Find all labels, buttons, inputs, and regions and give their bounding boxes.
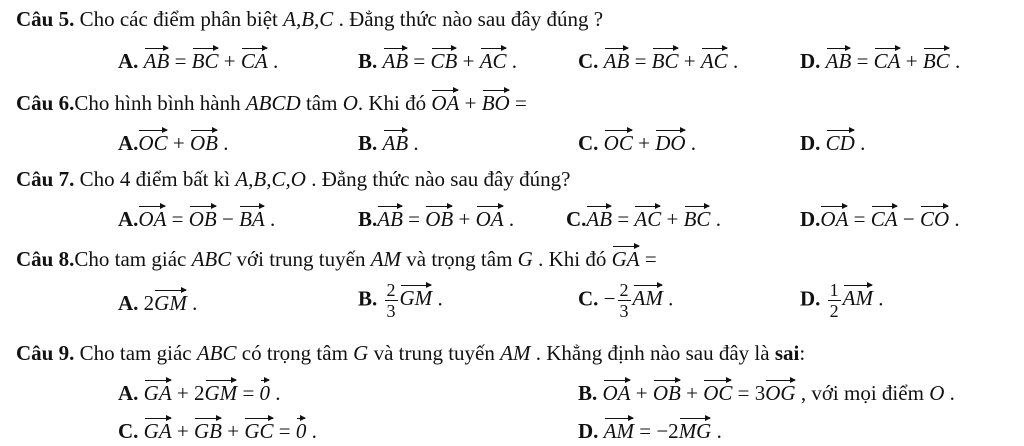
q9-option-a: A. GA + 2GM = 0 .	[118, 378, 281, 406]
question-5-label: Câu 5.	[16, 7, 75, 31]
q6-option-a-label: A.	[118, 131, 139, 155]
q8-option-d-label: D.	[800, 286, 821, 311]
q6-option-d: D. CD .	[800, 128, 865, 156]
q7-option-d: D.OA = CA − CO .	[800, 204, 960, 232]
q7-option-b: B.AB = OB + OA .	[358, 204, 514, 232]
q5-option-d-label: D.	[800, 49, 821, 73]
q8-option-c: C. − $\frac{2}{3}$ AM .	[578, 280, 674, 321]
question-7-label: Câu 7.	[16, 167, 75, 191]
q8-option-d: D. $\frac{1}{2}$ AM .	[800, 280, 884, 321]
q9-option-b: B. OA + OB + OC = 3OG , với mọi điểm O .	[578, 378, 955, 406]
q7-option-c-label: C.	[566, 207, 587, 231]
q5-option-b-label: B.	[358, 49, 378, 73]
question-8-label: Câu 8.	[16, 247, 75, 271]
question-6-label: Câu 6.	[16, 91, 75, 115]
q5-option-d: D. AB = CA + BC .	[800, 46, 960, 74]
q6-option-c: C. OC + DO .	[578, 128, 696, 156]
q6-option-b-label: B.	[358, 131, 378, 155]
q7-option-b-label: B.	[358, 207, 378, 231]
q5-option-a-label: A.	[118, 49, 139, 73]
q9-option-d: D. AM = −2MG .	[578, 416, 722, 444]
q8-option-a: A. 2GM .	[118, 288, 197, 316]
q6-option-c-label: C.	[578, 131, 599, 155]
q8-option-b-label: B.	[358, 286, 378, 311]
q5-option-c: C. AB = BC + AC .	[578, 46, 738, 74]
q7-option-c: C.AB = AC + BC .	[566, 204, 721, 232]
q9-option-a-label: A.	[118, 381, 139, 405]
question-8-text: Cho tam giác ABC với trung tuyến AM và trọng tâm G . Khi đó GA =	[74, 247, 656, 271]
question-9	[16, 340, 805, 366]
question-9-text: Cho tam giác ABC có trọng tâm G và trung tuyến AM . Khẳng định nào sau đây là sai:	[79, 341, 806, 365]
question-5-text: Cho các điểm phân biệt A,B,C . Đẳng thức nào sau đây đúng ?	[79, 7, 604, 31]
question-5	[16, 6, 603, 32]
question-6	[16, 88, 527, 116]
question-7	[16, 166, 570, 192]
q7-option-d-label: D.	[800, 207, 821, 231]
q6-option-d-label: D.	[800, 131, 821, 155]
q9-option-d-label: D.	[578, 419, 599, 443]
q5-option-a: A. AB = BC + CA .	[118, 46, 278, 74]
q6-option-b: B. AB .	[358, 128, 419, 156]
q8-option-c-label: C.	[578, 286, 599, 311]
q5-option-c-label: C.	[578, 49, 599, 73]
q6-option-a: A.OC + OB .	[118, 128, 228, 156]
question-8	[16, 244, 657, 272]
question-9-label: Câu 9.	[16, 341, 75, 365]
q8-option-a-label: A.	[118, 291, 139, 315]
question-6-text: Cho hình bình hành ABCD tâm O. Khi đó OA + BO =	[74, 91, 526, 115]
q9-option-c: C. GA + GB + GC = 0 .	[118, 416, 317, 444]
q5-option-b: B. AB = CB + AC .	[358, 46, 517, 74]
q7-option-a-label: A.	[118, 207, 139, 231]
question-7-text: Cho 4 điểm bất kì A,B,C,O . Đẳng thức nào sau đây đúng?	[79, 167, 571, 191]
q9-option-c-label: C.	[118, 419, 139, 443]
q9-option-b-label: B.	[578, 381, 598, 405]
q7-option-a: A.OA = OB − BA .	[118, 204, 275, 232]
q8-option-b: B. $\frac{2}{3}$ GM .	[358, 280, 443, 321]
